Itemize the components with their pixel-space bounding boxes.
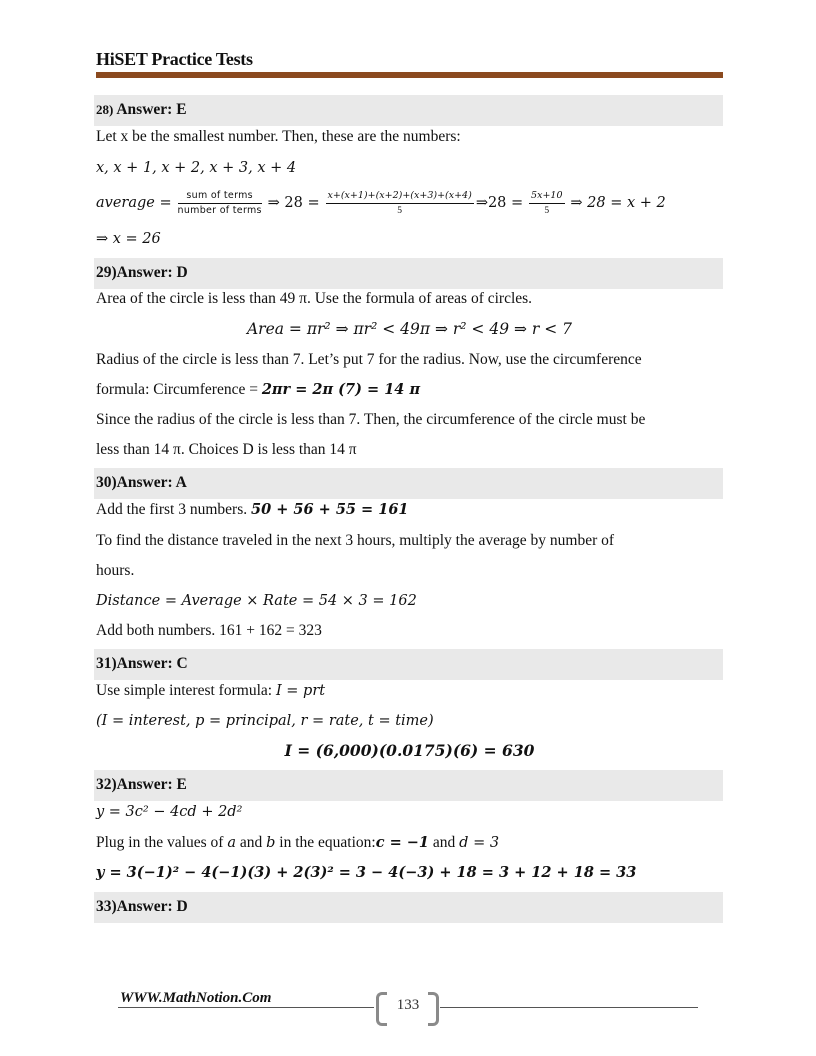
page-header-title: HiSET Practice Tests <box>96 49 253 69</box>
footer-website: WWW.MathNotion.Com <box>120 990 272 1006</box>
page-number: 133 <box>396 997 420 1013</box>
q30-line-3: hours. <box>96 562 135 579</box>
footer-rule-right <box>440 1007 698 1008</box>
answer-label-29: 29)Answer: D <box>96 264 188 281</box>
q29-line-6: less than 14 π. Choices D is less than 14 π <box>96 441 357 458</box>
answer-band-29 <box>94 258 723 289</box>
q31-line-2: (I = interest, p = principal, r = rate, t = time) <box>96 713 434 729</box>
q29-line-4: formula: Circumference = 2πr = 2π (7) = 14 π <box>96 381 421 398</box>
q30-line-5: Add both numbers. 161 + 162 = 323 <box>96 622 322 639</box>
answer-label-33: 33)Answer: D <box>96 898 188 915</box>
q30-line-4: Distance = Average × Rate = 54 × 3 = 162 <box>96 593 417 609</box>
q32-line-3: y = 3(−1)² − 4(−1)(3) + 2(3)² = 3 − 4(−3) + 18 = 3 + 12 + 18 = 33 <box>96 864 637 881</box>
q28-line-2: x, x + 1, x + 2, x + 3, x + 4 <box>96 160 297 176</box>
q28-line-1: Let x be the smallest number. Then, these are the numbers: <box>96 128 461 145</box>
q31-line-1: Use simple interest formula: I = prt <box>96 682 326 699</box>
answer-band-33 <box>94 892 723 923</box>
answer-band-30 <box>94 468 723 499</box>
page-number-bracket-right <box>428 992 439 1026</box>
answer-label-30: 30)Answer: A <box>96 474 187 491</box>
header-rule <box>96 72 723 78</box>
q29-line-1: Area of the circle is less than 49 π. Use the formula of areas of circles. <box>96 290 533 307</box>
q29-line-3: Radius of the circle is less than 7. Let’s put 7 for the radius. Now, use the circumference <box>96 351 642 368</box>
answer-band-31 <box>94 649 723 680</box>
answer-label-32: 32)Answer: E <box>96 776 187 793</box>
answer-band-28 <box>94 95 723 126</box>
q31-line-3: I = (6,000)(0.0175)(6) = 630 <box>284 741 535 760</box>
q32-line-1: y = 3c² − 4cd + 2d² <box>96 804 243 820</box>
answer-label-28: 28) Answer: E <box>96 101 187 118</box>
q30-line-1: Add the first 3 numbers. 50 + 56 + 55 = 161 <box>96 501 409 518</box>
q30-line-2: To find the distance traveled in the next 3 hours, multiply the average by number of <box>96 532 615 549</box>
answer-band-32 <box>94 770 723 801</box>
q28-line-3: average = $\frac{\text{sum of terms}}{\text{number of terms}}$ ⇒ 28 = $\frac{x+(x+1)+(x+2)+(x+3)+(x+4)}{5}$ ⇒28 = $\frac{5x+10}{5}$ ⇒ 28 = x + 2 <box>96 190 666 216</box>
footer-rule-left <box>118 1007 374 1008</box>
fraction-sum-expression: $\frac{x+(x+1)+(x+2)+(x+3)+(x+4)}{5}$ <box>327 190 472 216</box>
fraction-sum-over-number: $\frac{\text{sum of terms}}{\text{number of terms}}$ <box>177 190 262 216</box>
q29-line-5: Since the radius of the circle is less than 7. Then, the circumference of the circle must be <box>96 411 646 428</box>
q28-line-4: ⇒ x = 26 <box>96 231 161 247</box>
answer-label-31: 31)Answer: C <box>96 655 188 672</box>
q32-line-2: Plug in the values of a and b in the equation:c = −1 and d = 3 <box>96 834 500 851</box>
q29-line-2: Area = πr² ⇒ πr² < 49π ⇒ r² < 49 ⇒ r < 7 <box>246 320 573 338</box>
fraction-simplified: $\frac{5x+10}{5}$ <box>531 190 563 216</box>
page-number-bracket-left <box>376 992 387 1026</box>
